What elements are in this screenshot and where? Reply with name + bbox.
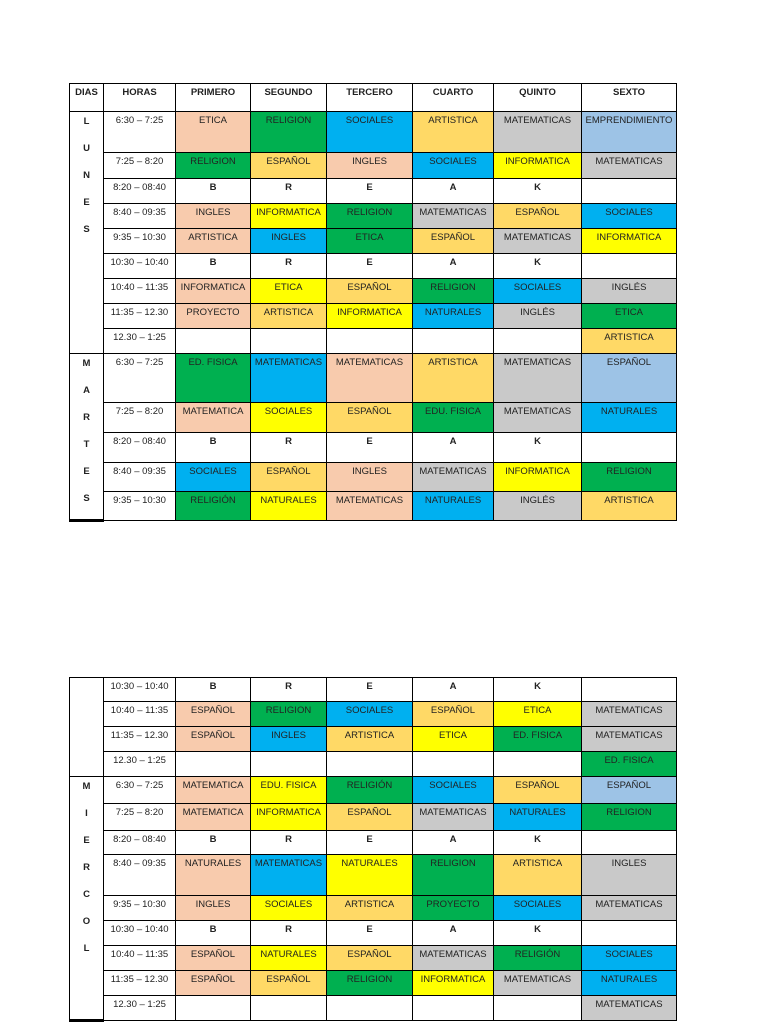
day-cell — [70, 777, 104, 1021]
time-cell: 11:35 – 12.30 — [104, 304, 176, 329]
time-cell: 9:35 – 10:30 — [104, 491, 176, 520]
day-letter: O — [82, 916, 91, 927]
schedule-table-2 — [69, 677, 677, 1022]
subject-cell: INFORMATICA — [327, 304, 413, 329]
subject-cell: PROYECTO — [413, 896, 494, 921]
subject-cell: MATEMATICAS — [413, 462, 494, 491]
time-cell: 6:30 – 7:25 — [104, 777, 176, 804]
time-cell: 7:25 – 8:20 — [104, 804, 176, 831]
subject-cell: E — [327, 254, 413, 279]
subject-cell — [582, 179, 677, 204]
subject-cell: SOCIALES — [251, 403, 327, 433]
time-cell: 12.30 – 1:25 — [104, 996, 176, 1021]
subject-cell: E — [327, 179, 413, 204]
day-letter: A — [83, 385, 90, 396]
schedule-row — [70, 254, 677, 279]
schedule-row — [70, 804, 677, 831]
subject-cell: SOCIALES — [494, 279, 582, 304]
time-cell: 10:40 – 11:35 — [104, 946, 176, 971]
subject-cell: MATEMATICA — [176, 403, 251, 433]
subject-cell: B — [176, 678, 251, 702]
subject-cell: ETICA — [251, 279, 327, 304]
subject-cell: ESPAÑOL — [494, 204, 582, 229]
subject-cell: INGLÉS — [494, 304, 582, 329]
subject-cell: ETICA — [494, 702, 582, 727]
subject-cell: ARTISTICA — [327, 896, 413, 921]
subject-cell: ARTISTICA — [327, 727, 413, 752]
subject-cell: SOCIALES — [327, 702, 413, 727]
subject-cell: MATEMATICAS — [494, 354, 582, 403]
time-cell: 6:30 – 7:25 — [104, 354, 176, 403]
subject-cell — [327, 329, 413, 354]
time-cell: 10:30 – 10:40 — [104, 921, 176, 946]
subject-cell: NATURALES — [251, 946, 327, 971]
time-cell: 9:35 – 10:30 — [104, 229, 176, 254]
time-cell: 12.30 – 1:25 — [104, 329, 176, 354]
subject-cell — [327, 752, 413, 777]
subject-cell: INFORMATICA — [251, 204, 327, 229]
subject-cell: A — [413, 179, 494, 204]
subject-cell: SOCIALES — [582, 204, 677, 229]
subject-cell: MATEMATICAS — [494, 403, 582, 433]
subject-cell: SOCIALES — [494, 896, 582, 921]
subject-cell: SOCIALES — [176, 462, 251, 491]
schedule-row — [70, 946, 677, 971]
time-cell: 8:20 – 08:40 — [104, 433, 176, 462]
subject-cell — [327, 996, 413, 1021]
schedule-row — [70, 777, 677, 804]
schedule-row — [70, 752, 677, 777]
subject-cell: INGLES — [327, 153, 413, 179]
subject-cell: SOCIALES — [413, 777, 494, 804]
subject-cell: K — [494, 254, 582, 279]
subject-cell: RELIGION — [582, 462, 677, 491]
subject-cell: MATEMATICA — [176, 777, 251, 804]
day-letter: S — [83, 493, 90, 504]
subject-cell: NATURALES — [251, 491, 327, 520]
subject-cell: NATURALES — [327, 855, 413, 896]
subject-cell: ESPAÑOL — [176, 702, 251, 727]
subject-cell: ESPAÑOL — [413, 229, 494, 254]
schedule-row — [70, 462, 677, 491]
subject-cell — [413, 329, 494, 354]
schedule-row — [70, 112, 677, 153]
subject-cell: NATURALES — [176, 855, 251, 896]
subject-cell: MATEMATICAS — [494, 112, 582, 153]
schedule-row — [70, 996, 677, 1021]
subject-cell: RELIGION — [251, 702, 327, 727]
time-cell: 8:20 – 08:40 — [104, 831, 176, 855]
subject-cell: ESPAÑOL — [327, 279, 413, 304]
subject-cell: RELIGIÓN — [494, 946, 582, 971]
subject-cell: INGLES — [251, 229, 327, 254]
subject-cell: ESPAÑOL — [251, 462, 327, 491]
subject-cell — [176, 996, 251, 1021]
day-letter: L — [83, 116, 90, 127]
subject-cell: EDU. FISICA — [413, 403, 494, 433]
schedule-row — [70, 702, 677, 727]
day-cell — [70, 678, 104, 777]
subject-cell: E — [327, 678, 413, 702]
subject-cell: R — [251, 678, 327, 702]
subject-cell: SOCIALES — [251, 896, 327, 921]
subject-cell: ESPAÑOL — [582, 777, 677, 804]
subject-cell: MATEMATICAS — [582, 153, 677, 179]
subject-cell — [176, 329, 251, 354]
day-letter: R — [83, 862, 90, 873]
schedule-row — [70, 204, 677, 229]
subject-cell: MATEMATICA — [176, 804, 251, 831]
subject-cell: ESPAÑOL — [327, 804, 413, 831]
subject-cell: INGLÉS — [494, 491, 582, 520]
subject-cell: ARTISTICA — [582, 491, 677, 520]
subject-cell: E — [327, 831, 413, 855]
subject-cell: ARTISTICA — [582, 329, 677, 354]
subject-cell: INFORMATICA — [582, 229, 677, 254]
subject-cell: MATEMATICAS — [327, 491, 413, 520]
time-cell: 8:40 – 09:35 — [104, 204, 176, 229]
subject-cell: SOCIALES — [413, 153, 494, 179]
time-cell: 10:40 – 11:35 — [104, 702, 176, 727]
schedule-row — [70, 433, 677, 462]
subject-cell: K — [494, 433, 582, 462]
time-cell: 8:40 – 09:35 — [104, 462, 176, 491]
day-letter: E — [83, 835, 90, 846]
subject-cell: RELIGIÓN — [176, 491, 251, 520]
day-letter: R — [83, 412, 90, 423]
time-cell: 10:40 – 11:35 — [104, 279, 176, 304]
subject-cell: ETICA — [582, 304, 677, 329]
time-cell: 10:30 – 10:40 — [104, 678, 176, 702]
subject-cell: B — [176, 831, 251, 855]
schedule-row — [70, 329, 677, 354]
time-cell: 6:30 – 7:25 — [104, 112, 176, 153]
subject-cell: MATEMATICAS — [494, 229, 582, 254]
subject-cell: EDU. FISICA — [251, 777, 327, 804]
subject-cell — [494, 329, 582, 354]
subject-cell: MATEMATICAS — [582, 702, 677, 727]
subject-cell — [251, 752, 327, 777]
subject-cell: MATEMATICAS — [413, 804, 494, 831]
subject-cell: MATEMATICAS — [327, 354, 413, 403]
header-segundo: SEGUNDO — [251, 84, 327, 112]
subject-cell — [413, 752, 494, 777]
schedule-row — [70, 229, 677, 254]
time-cell: 12.30 – 1:25 — [104, 752, 176, 777]
subject-cell: RELIGION — [176, 153, 251, 179]
subject-cell: RELIGION — [327, 971, 413, 996]
header-dias: DIAS — [70, 84, 104, 112]
subject-cell: RELIGIÓN — [327, 777, 413, 804]
schedule-row — [70, 354, 677, 403]
subject-cell — [582, 831, 677, 855]
subject-cell: K — [494, 921, 582, 946]
subject-cell: INFORMATICA — [494, 462, 582, 491]
header-cuarto: CUARTO — [413, 84, 494, 112]
subject-cell: INFORMATICA — [251, 804, 327, 831]
subject-cell: RELIGION — [582, 804, 677, 831]
schedule-row — [70, 279, 677, 304]
subject-cell: ESPAÑOL — [413, 702, 494, 727]
subject-cell: ESPAÑOL — [327, 946, 413, 971]
subject-cell: MATEMATICAS — [582, 727, 677, 752]
subject-cell: INFORMATICA — [413, 971, 494, 996]
subject-cell: ARTISTICA — [413, 354, 494, 403]
subject-cell: ARTISTICA — [413, 112, 494, 153]
day-letter: N — [83, 170, 90, 181]
subject-cell: NATURALES — [413, 491, 494, 520]
day-letter: E — [83, 197, 90, 208]
day-letter: I — [85, 808, 88, 819]
day-letter: M — [82, 358, 91, 369]
subject-cell: INFORMATICA — [494, 153, 582, 179]
schedule-row — [70, 678, 677, 702]
schedule-row — [70, 831, 677, 855]
subject-cell: NATURALES — [494, 804, 582, 831]
schedule-row — [70, 153, 677, 179]
day-cell — [70, 354, 104, 521]
time-cell: 9:35 – 10:30 — [104, 896, 176, 921]
subject-cell: A — [413, 433, 494, 462]
subject-cell: B — [176, 921, 251, 946]
schedule-row — [70, 403, 677, 433]
subject-cell: INGLES — [176, 896, 251, 921]
time-cell: 7:25 – 8:20 — [104, 403, 176, 433]
subject-cell: RELIGION — [327, 204, 413, 229]
subject-cell: E — [327, 921, 413, 946]
subject-cell — [582, 678, 677, 702]
subject-cell: ESPAÑOL — [327, 403, 413, 433]
subject-cell: ETICA — [327, 229, 413, 254]
day-letter: C — [83, 889, 90, 900]
subject-cell: INGLES — [251, 727, 327, 752]
day-letter: L — [83, 943, 90, 954]
subject-cell: INGLES — [327, 462, 413, 491]
subject-cell: R — [251, 921, 327, 946]
subject-cell: K — [494, 831, 582, 855]
schedule-row — [70, 855, 677, 896]
subject-cell: RELIGION — [251, 112, 327, 153]
subject-cell — [494, 752, 582, 777]
schedule-row — [70, 491, 677, 520]
schedule-row — [70, 304, 677, 329]
day-cell — [70, 112, 104, 354]
day-letter: U — [83, 143, 90, 154]
subject-cell: ESPAÑOL — [251, 971, 327, 996]
subject-cell: ESPAÑOL — [251, 153, 327, 179]
subject-cell: SOCIALES — [327, 112, 413, 153]
subject-cell: EMPRENDIMIENTO — [582, 112, 677, 153]
subject-cell: NATURALES — [582, 403, 677, 433]
subject-cell: ESPAÑOL — [176, 727, 251, 752]
subject-cell: INFORMATICA — [176, 279, 251, 304]
subject-cell: RELIGION — [413, 279, 494, 304]
schedule-table-1 — [69, 83, 677, 522]
subject-cell: ESPAÑOL — [582, 354, 677, 403]
day-letter: M — [82, 781, 91, 792]
subject-cell: ED. FISICA — [494, 727, 582, 752]
subject-cell: MATEMATICAS — [494, 971, 582, 996]
subject-cell: MATEMATICAS — [413, 946, 494, 971]
subject-cell: ED. FISICA — [582, 752, 677, 777]
subject-cell: ARTISTICA — [176, 229, 251, 254]
subject-cell — [176, 752, 251, 777]
subject-cell: MATEMATICAS — [413, 204, 494, 229]
subject-cell: A — [413, 921, 494, 946]
subject-cell: A — [413, 831, 494, 855]
time-cell: 11:35 – 12.30 — [104, 971, 176, 996]
subject-cell — [494, 996, 582, 1021]
subject-cell: MATEMATICAS — [582, 996, 677, 1021]
day-letter: S — [83, 224, 90, 235]
header-horas: HORAS — [104, 84, 176, 112]
header-primero: PRIMERO — [176, 84, 251, 112]
subject-cell: R — [251, 433, 327, 462]
subject-cell: ED. FISICA — [176, 354, 251, 403]
subject-cell: INGLÉS — [582, 279, 677, 304]
subject-cell: B — [176, 254, 251, 279]
subject-cell: B — [176, 179, 251, 204]
subject-cell: R — [251, 179, 327, 204]
subject-cell: E — [327, 433, 413, 462]
subject-cell: INGLES — [176, 204, 251, 229]
header-tercero: TERCERO — [327, 84, 413, 112]
subject-cell — [582, 433, 677, 462]
subject-cell: A — [413, 678, 494, 702]
subject-cell: K — [494, 179, 582, 204]
subject-cell: MATEMATICAS — [582, 896, 677, 921]
subject-cell: B — [176, 433, 251, 462]
schedule-row — [70, 971, 677, 996]
subject-cell: INGLES — [582, 855, 677, 896]
time-cell: 11:35 – 12.30 — [104, 727, 176, 752]
subject-cell: R — [251, 831, 327, 855]
subject-cell: ESPAÑOL — [176, 971, 251, 996]
schedule-row — [70, 179, 677, 204]
subject-cell: R — [251, 254, 327, 279]
subject-cell — [251, 329, 327, 354]
time-cell: 10:30 – 10:40 — [104, 254, 176, 279]
subject-cell: ESPAÑOL — [494, 777, 582, 804]
subject-cell — [582, 921, 677, 946]
day-letter: T — [83, 439, 90, 450]
schedule-row — [70, 896, 677, 921]
day-letter: E — [83, 466, 90, 477]
header-row — [70, 84, 677, 112]
subject-cell: ARTISTICA — [251, 304, 327, 329]
subject-cell: NATURALES — [413, 304, 494, 329]
subject-cell — [582, 254, 677, 279]
subject-cell: K — [494, 678, 582, 702]
subject-cell: RELIGION — [413, 855, 494, 896]
schedule-row — [70, 727, 677, 752]
time-cell: 7:25 – 8:20 — [104, 153, 176, 179]
subject-cell: PROYECTO — [176, 304, 251, 329]
subject-cell — [413, 996, 494, 1021]
subject-cell: A — [413, 254, 494, 279]
header-sexto: SEXTO — [582, 84, 677, 112]
time-cell: 8:20 – 08:40 — [104, 179, 176, 204]
subject-cell: MATEMATICAS — [251, 855, 327, 896]
header-quinto: QUINTO — [494, 84, 582, 112]
subject-cell: MATEMATICAS — [251, 354, 327, 403]
subject-cell: SOCIALES — [582, 946, 677, 971]
time-cell: 8:40 – 09:35 — [104, 855, 176, 896]
subject-cell: ESPAÑOL — [176, 946, 251, 971]
subject-cell — [251, 996, 327, 1021]
subject-cell: ETICA — [176, 112, 251, 153]
schedule-row — [70, 921, 677, 946]
subject-cell: ETICA — [413, 727, 494, 752]
subject-cell: NATURALES — [582, 971, 677, 996]
subject-cell: ARTISTICA — [494, 855, 582, 896]
